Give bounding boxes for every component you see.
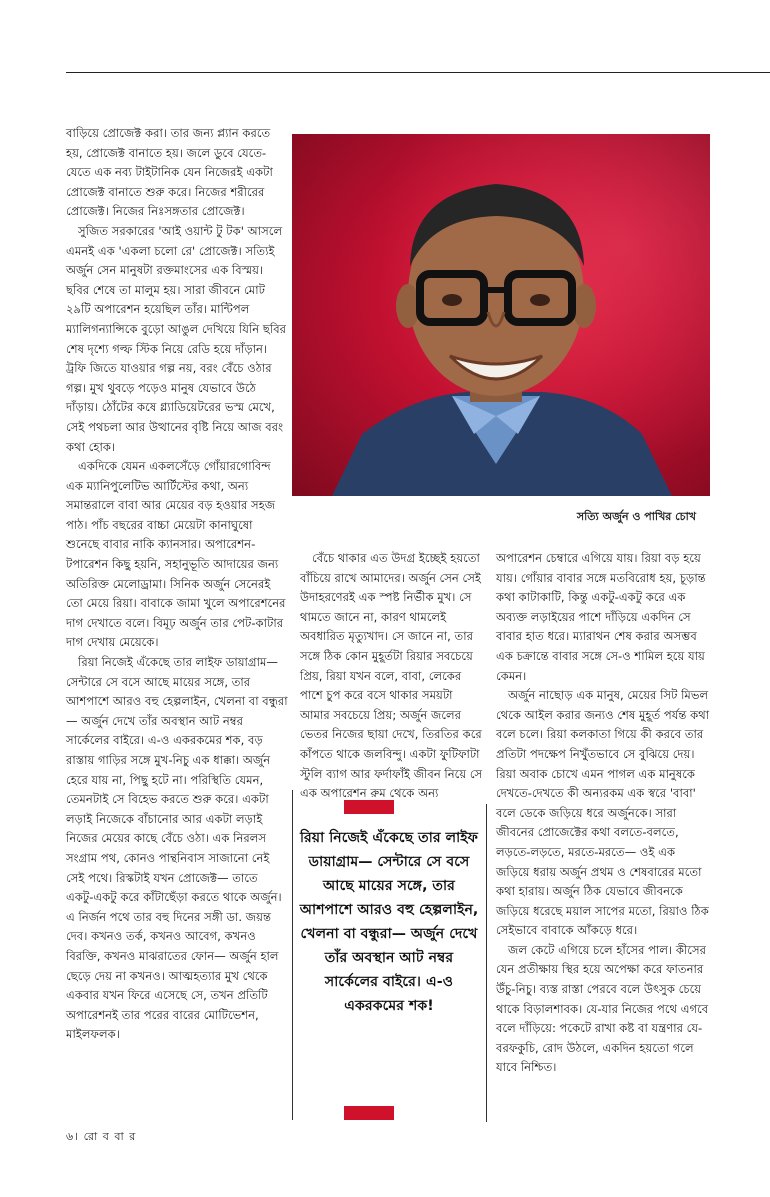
pull-quote-accent-bottom bbox=[344, 1106, 394, 1120]
paragraph: একদিকে যেমন একলসেঁড়ে গোঁয়ারগোবিন্দ এক ম্যানিপুলেটিভ আর্টিস্টের কথা, অন্য সমান্তরালে বাবা আর মেয়ের বড় হওয়ার সহজ পাঠ। পাঁচ বছরের বাচ্চা মেয়েটা কানাঘুষো শুনেছে বাবার নাকি ক্যানসার। অপারেশন-টপারেশন কিছু হয়নি, সহানুভূতি আদায়ের জন্য অতিরিক্ত মেলোড্রামা। সিনিক অর্জুন সেনেরই তো মেয়ে রিয়া। বাবাকে জামা খুলে অপারেশনের দাগ দেখাতে বলে। বিমূঢ় অর্জুন তার পেট-কাটার দাগ দেখায় মেয়েকে। bbox=[66, 459, 286, 650]
photo-caption: সত্যি অর্জুন ও পাখির চোখ bbox=[576, 510, 696, 523]
pull-quote-text: রিয়া নিজেই এঁকেছে তার লাইফ ডায়াগ্রাম— সেন্টারে সে বসে আছে মায়ের সঙ্গে, তার আশপাশে আরও বহু হেল্পলাইন, খেলনা বা বন্ধুরা— অর্জুন দেখে তাঁর অবস্থান আট নম্বর সার্কেলের বাইরে। এ-ও একরকমের শক! bbox=[299, 830, 479, 1014]
paragraph: জল কেটে এগিয়ে চলে হাঁসের পাল। কীসের যেন প্রতীক্ষায় স্থির হয়ে অপেক্ষা করে ফাতনার উঁচু-নিচু। ব্যস্ত রাস্তা পেরবে বলে উৎসুক চেয়ে থাকে বিড়ালশাবক। যে-যার নিজের পথে এগবে বলে দাঁড়িয়ে: পকেটে রাখা কষ্ট বা যন্ত্রণার যে-বরফকুচি, রোদ উঠলে, একদিন হয়তো গলে যাবে নিশ্চিত। bbox=[496, 942, 709, 1075]
page-footer: ৬। রো ব বা র bbox=[66, 1130, 137, 1143]
article-column-3 bbox=[496, 549, 710, 1078]
pull-quote-rule bbox=[292, 790, 293, 1120]
column-divider bbox=[486, 804, 487, 1122]
paragraph: সুজিত সরকারের 'আই ওয়ান্ট টু টক' আসলে এমনই এক 'একলা চলো রে' প্রোজেক্ট। সত্যিই অর্জুন সেন মানুষটা রক্তমাংসের এক বিস্ময়। ছবির শেষে তা মালুম হয়। সারা জীবনে মোট ২৯টি অপারেশন হয়েছিল তাঁর। মান্টিপল ম্যালিগন্যান্সিকে বুড়ো আঙুল দেখিয়ে যিনি ছবির শেষ দৃশ্যে গল্ফ স্টিক নিয়ে রেডি হয়ে দাঁড়ান। ট্রফি জিতে যাওয়ার গল্প নয়, বরং বেঁচে ওঠার গল্প। মুখ থুবড়ে পড়েও মানুষ যেভাবে উঠে দাঁড়ায়। ঠোঁটের কষে গ্ল্যাডিয়েটরের ভস্ম মেখে, সেই পথচলা আর উত্থানের বৃষ্টি নিয়ে আজ বরং কথা হোক। bbox=[66, 223, 287, 454]
article-column-2 bbox=[300, 549, 484, 804]
pull-quote-box bbox=[292, 790, 486, 1120]
paragraph: অপারেশন চেম্বারে এগিয়ে যায়। রিয়া বড় হয়ে যায়। গোঁয়ার বাবার সঙ্গে মতবিরোধ হয়, চূড়ান্ত কথা কাটাকাটি, কিন্তু একটু-একটু করে এক অব্যক্ত লড়াইয়ের পাশে দাঁড়িয়ে একদিন সে বাবার হাত ধরে। ম্যারাথন শেষ করার অসম্ভব এক চক্রান্তে বাবার সঙ্গে সে-ও শামিল হয়ে যায় কেমন। bbox=[496, 551, 706, 683]
top-rule bbox=[66, 72, 770, 73]
paragraph: অর্জুন নাছোড় এক মানুষ, মেয়ের সিট মিভল থেকে আইল করার জন্যও শেষ মুহূর্ত পর্যন্ত কথা বলে চলে। রিয়া কলকাতা গিয়ে কী করবে তার প্রতিটা পদক্ষেপ নিখুঁতভাবে সে বুঝিয়ে দেয়। রিয়া অবাক চোখে এমন পাগল এক মানুষকে দেখতে-দেখতে কী অন্যরকম এক স্বরে 'বাবা' বলে ডেকে জড়িয়ে ধরে অর্জুনকে। সারা জীবনের প্রোজেক্টের কথা বলতে-বলতে, লড়তে-লড়তে, মরতে-মরতে— ওই এক জড়িয়ে ধরায় অর্জুন প্রথম ও শেষবারের মতো কথা হারায়। অর্জুন ঠিক যেভাবে জীবনকে জড়িয়ে ধরেছে ময়াল সাপের মতো, রিয়াও ঠিক সেইভাবে বাবাকে আঁকড়ে ধরে। bbox=[496, 688, 710, 938]
article-column-1 bbox=[66, 124, 288, 1045]
portrait-illustration bbox=[292, 134, 710, 496]
paragraph: বাড়িয়ে প্রোজেক্ট করা। তার জন্য প্ল্যান করতে হয়, প্রোজেক্ট বানাতে হয়। জলে ডুবে যেতে-যেতে এক নব্য টাইটানিক যেন নিজেরই একটা প্রোজেক্ট বানাতে শুরু করে। নিজের শরীরের প্রোজেক্ট। নিজের নিঃসঙ্গতার প্রোজেক্ট। bbox=[66, 126, 273, 219]
pull-quote-accent-top bbox=[344, 800, 394, 814]
article-photo bbox=[292, 134, 710, 496]
paragraph: রিয়া নিজেই এঁকেছে তার লাইফ ডায়াগ্রাম— সেন্টারে সে বসে আছে মায়ের সঙ্গে, তার আশপাশে আরও বহু হেল্পলাইন, খেলনা বা বন্ধুরা— অর্জুন দেখে তাঁর অবস্থান আট নম্বর সার্কেলের বাইরে। এ-ও একরকমের শক, বড় রাস্তায় গাড়ির সঙ্গে মুখ-নিচু এক ধাক্কা। অর্জুন হেরে যায় না, পিছু হটে না। পরিস্থিতি যেমন, তেমনটাই সে বিহেভ করতে শুরু করে। একটা লড়াই নিজেকে বাঁচানোর আর একটা লড়াই নিজের মেয়ের কাছে বেঁচে ওঠা। এক নিরলস সংগ্রাম পথ, কোনও পান্থনিবাস সাজানো নেই সেই পথে। রিস্কটাই যখন প্রোজেক্ট— তাতে একটু-একটু করে কাঁটাছেঁড়া করতে থাকে অর্জুন। এ নির্জন পথে তার বহু দিনের সঙ্গী ডা. জয়ন্ত দেব। কখনও তর্ক, কখনও আবেগ, কখনও বিরক্তি, কখনও মাঝরাতের ফোন— অর্জুন হাল ছেড়ে দেয় না কখনও। আত্মহত্যার মুখ থেকে একবার যখন ফিরে এসেছে সে, তখন প্রতিটি অপারেশনই তার পরের বারের মোটিভেশন, মাইলফলক। bbox=[66, 655, 288, 1042]
paragraph: বেঁচে থাকার এত উদগ্র ইচ্ছেই হয়তো বাঁচিয়ে রাখে আমাদের। অর্জুন সেন সেই উদাহরণেরই এক স্পষ্ট নির্ভীক মুখ। সে থামতে জানে না, কারণ থামলেই অবধারিত মৃত্যুখাদ। সে জানে না, তার সঙ্গে ঠিক কোন মুহূর্তটা রিয়ার সবচেয়ে প্রিয়, রিয়া যখন বলে, বাবা, লেকের পাশে চুপ করে বসে থাকার সময়টা আমার সবচেয়ে প্রিয়; অর্জুন জলের ভেতর নিজের ছায়া দেখে, তিরতির করে কাঁপতে থাকে জলবিন্দু। একটা ফুটিফাটা স্টুলি ব্যাগ আর ফর্দাফাঁই জীবন নিয়ে সে এক অপারেশন রুম থেকে অন্য bbox=[300, 551, 483, 801]
